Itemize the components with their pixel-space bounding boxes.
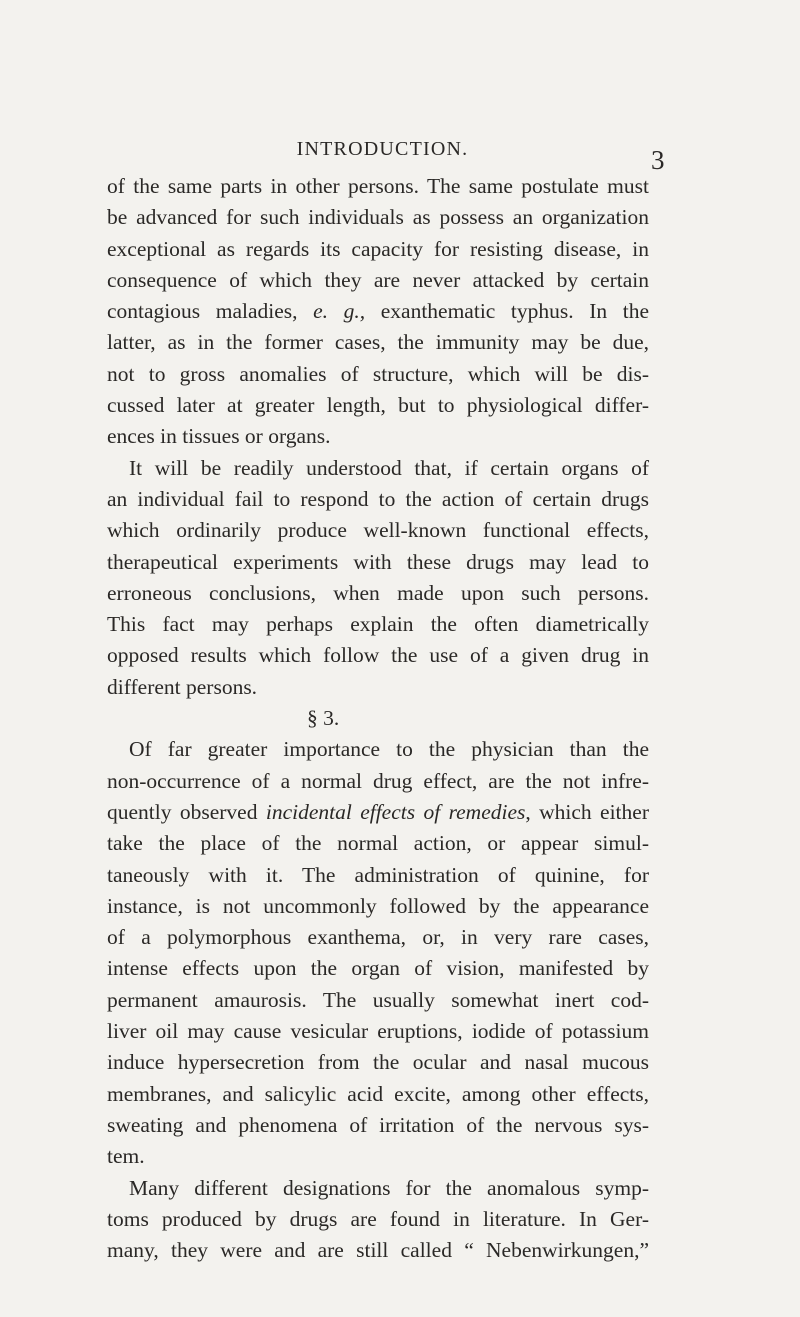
text-line: contagious maladies, e. g., exanthematic typhus. In the	[107, 299, 649, 324]
page-number: 3	[651, 145, 665, 175]
text-line: cussed later at greater length, but to physiological differ-	[107, 393, 649, 418]
text-line: consequence of which they are never attacked by certain	[107, 267, 649, 292]
paragraph-1	[107, 171, 649, 453]
text-line: Of far greater importance to the physician than the	[129, 737, 649, 762]
section-mark: § 3.	[307, 706, 340, 731]
italic-phrase: incidental effects of remedies	[265, 799, 526, 824]
text-line: tem.	[107, 1144, 145, 1169]
text-line: instance, is not uncommonly followed by the appearance	[107, 893, 649, 918]
text-line: It will be readily understood that, if certain organs of	[129, 455, 649, 480]
text-line: of the same parts in other persons. The same postulate must	[107, 174, 649, 198]
running-head	[0, 138, 800, 175]
paragraph-3	[107, 734, 649, 1172]
body-text	[107, 171, 649, 1266]
text-line: many, they were and are still called “ Nebenwirkungen,”	[107, 1238, 649, 1263]
text-line: therapeutical experiments with these drugs may lead to	[107, 549, 649, 574]
text-line: be advanced for such individuals as possess an organization	[107, 205, 649, 230]
running-title: INTRODUCTION.	[296, 138, 469, 160]
text-line: an individual fail to respond to the action of certain drugs	[107, 486, 649, 511]
paragraph-4	[107, 1173, 649, 1267]
text-line: This fact may perhaps explain the often diametrically	[107, 612, 649, 637]
text-line: Many different designations for the anomalous symp-	[129, 1175, 649, 1200]
text-line: different persons.	[107, 674, 258, 699]
text-line: which ordinarily produce well-known functional effects,	[107, 518, 649, 543]
text-line: toms produced by drugs are found in literature. In Ger-	[107, 1206, 649, 1231]
text-line: erroneous conclusions, when made upon such persons.	[107, 580, 649, 605]
text-line: opposed results which follow the use of a given drug in	[107, 643, 649, 668]
text-line: of a polymorphous exanthema, or, in very rare cases,	[107, 925, 649, 950]
text-line: non-occurrence of a normal drug effect, are the not infre-	[107, 768, 649, 793]
text-line: take the place of the normal action, or appear simul-	[107, 831, 649, 856]
section-heading	[107, 703, 649, 734]
text-line: liver oil may cause vesicular eruptions, iodide of potassium	[107, 1019, 649, 1044]
paragraph-2	[107, 453, 649, 703]
text-line: latter, as in the former cases, the immunity may be due,	[107, 330, 649, 355]
text-line: membranes, and salicylic acid excite, among other effects,	[107, 1081, 649, 1106]
text-line: not to gross anomalies of structure, which will be dis-	[107, 361, 649, 386]
italic-phrase: e. g.,	[313, 299, 366, 324]
text-line: permanent amaurosis. The usually somewhat inert cod-	[107, 987, 649, 1012]
text-line: quently observed incidental effects of remedies, which either	[107, 799, 649, 824]
text-line: taneously with it. The administration of quinine, for	[107, 862, 649, 887]
text-line: sweating and phenomena of irritation of the nervous sys-	[107, 1112, 649, 1137]
text-line: induce hypersecretion from the ocular and nasal mucous	[107, 1050, 649, 1075]
text-line: ences in tissues or organs.	[107, 424, 331, 449]
text-line: intense effects upon the organ of vision, manifested by	[107, 956, 649, 981]
text-line: exceptional as regards its capacity for resisting disease, in	[107, 236, 649, 261]
